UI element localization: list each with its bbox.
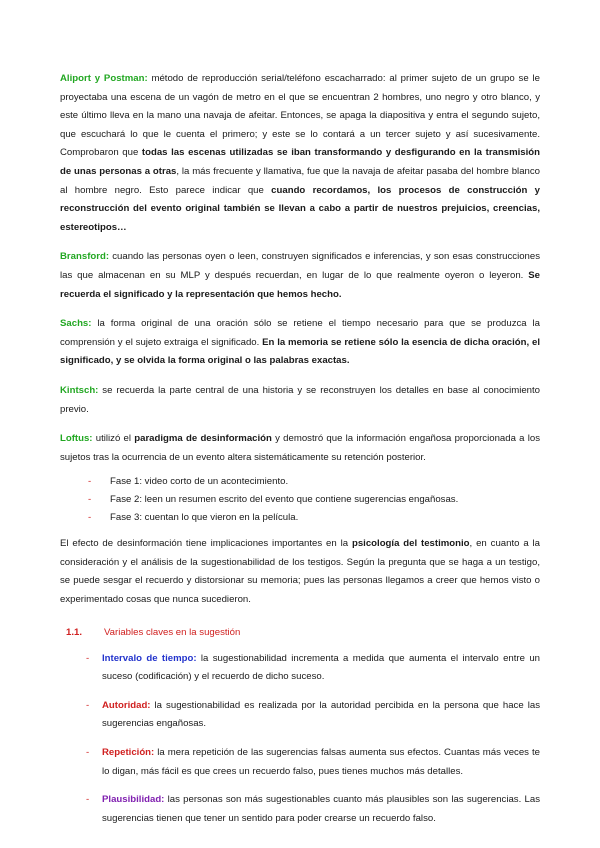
author-name: Aliport y Postman: — [60, 73, 148, 84]
list-item — [86, 697, 540, 734]
variable-term: Intervalo de tiempo: — [102, 652, 197, 664]
section-number: 1.1. — [66, 626, 83, 638]
author-name: Sachs: — [60, 318, 92, 330]
list-item — [86, 744, 540, 781]
variable-term: Autoridad: — [102, 699, 151, 711]
paragraph-text: y demostró que la información engañosa proporcionada a los sujetos tras la ocurrencia de un evento altera sistemáticamente su retención posterior. — [60, 433, 540, 463]
variable-term: Repetición: — [102, 747, 155, 759]
paragraph-text: utilizó el — [92, 433, 135, 445]
paragraph-text: método de reproducción serial/teléfono escacharrado: al primer sujeto de un grupo se le proyectaba una escena de un vagón de metro en el que se encuentran 2 hombres, uno negro y otro blanco, y este último lleva en la mano una navaja de afeitar. Entonces, se apaga la diapositiva y entra el segundo sujeto, que escuchará lo que le cuenta el primero; y este se lo contará a un tercer sujeto y así sucesivamente. Comprobaron que — [60, 73, 540, 159]
list-item: - Fase 2: leen un resumen escrito del evento que contiene sugerencias engañosas. — [88, 491, 540, 509]
paragraph-text: cuando las personas oyen o leen, construyen significados e inferencias, y son esas construcciones las que almacenan en su MLP y después recuerdan, en lugar de lo que realmente oyeron o leyeron. — [60, 251, 540, 281]
variable-text: la sugestionabilidad incrementa a medida que aumenta el intervalo entre un suceso (codificación) y el recuerdo de dicho suceso. — [102, 652, 540, 683]
list-item: - Fase 1: video corto de un acontecimiento. — [88, 473, 540, 491]
author-name: Loftus: — [60, 433, 93, 445]
bold-text: En la memoria se retiene sólo la esencia de dicha oración, el significado, y se olvida la forma original o las palabras exactas. — [60, 336, 541, 367]
bold-text: todas las escenas utilizadas se iban transformando y desfigurando en la transmisión de unas personas a otras — [60, 147, 540, 177]
fases-list — [60, 473, 540, 527]
bold-text: cuando recordamos, los procesos de construcción y reconstrucción del evento original también se llevan a cabo a partir de nuestros prejuicios, creencias, estereotipos… — [60, 184, 541, 233]
variable-text: las personas son más sugestionables cuanto más plausibles son las sugerencias. Las sugerencias tienen que tener un sentido para poder crearse un recuerdo falso. — [102, 794, 540, 824]
bold-text: paradigma de desinformación — [134, 433, 272, 445]
list-item — [86, 650, 540, 687]
author-name: Kintsch: — [60, 384, 99, 396]
paragraph-desinformacion — [60, 535, 540, 609]
author-name: Bransford: — [60, 251, 110, 263]
variable-text: la mera repetición de las sugerencias falsas aumenta sus efectos. Cuantas más veces te lo digan, más fácil es que crees un recuerdo falso, pues tienes muchos más detalles. — [102, 747, 540, 777]
paragraph-text: se recuerda la parte central de una historia y se reconstruyen los detalles en base al conocimiento previo. — [60, 384, 540, 415]
list-item: - Fase 3: cuentan lo que vieron en la película. — [88, 509, 540, 527]
paragraph-loftus — [60, 430, 540, 467]
variables-list — [60, 650, 540, 829]
paragraph-text: , la más frecuente y llamativa, fue que la navaja de afeitar pasaba del hombre blanco al hombre negro. Esto parece indicar que — [60, 165, 540, 196]
paragraph-text: , en cuanto a la consideración y el análisis de la sugestionabilidad de los testigos. Según la pregunta que se haga a un testigo, se puede sesgar el recuerdo y distorsionar su memoria; pues las personas llegamos a creer que hemos visto o experimentado cosas que nunca sucedieron. — [60, 538, 541, 606]
paragraph-bransford — [60, 248, 540, 304]
document-page — [60, 70, 540, 838]
section-heading — [60, 624, 540, 642]
bold-text: Se recuerda el significado y la representación que hemos hecho. — [60, 269, 540, 300]
paragraph-kintsch — [60, 382, 540, 419]
variable-text: la sugestionabilidad es realizada por la autoridad percibida en la persona que hace las sugerencias engañosas. — [102, 699, 540, 730]
paragraph-text: El efecto de desinformación tiene implicaciones importantes en la — [60, 538, 352, 550]
variable-term: Plausibilidad: — [102, 794, 165, 806]
paragraph-text: la forma original de una oración sólo se retiene el tiempo necesario para que se produzca la comprensión y el sujeto extraiga el significado. — [60, 318, 540, 348]
list-item — [86, 791, 540, 828]
section-title: Variables claves en la sugestión — [104, 626, 241, 638]
bold-text: psicología del testimonio — [351, 538, 470, 550]
paragraph-sachs — [60, 315, 540, 371]
paragraph-aliport-postman — [60, 70, 540, 237]
